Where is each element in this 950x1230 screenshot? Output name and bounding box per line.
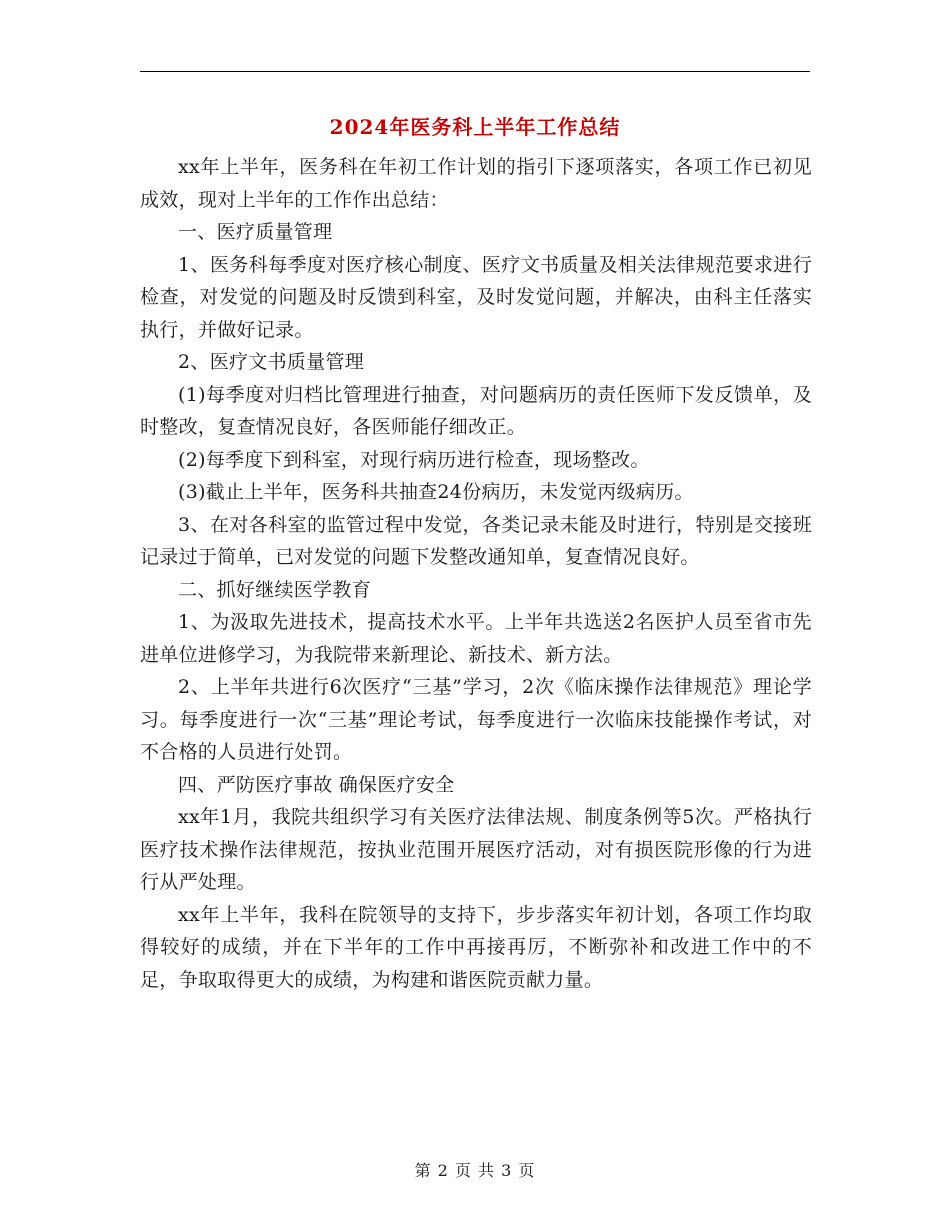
section-heading-quality: 一、医疗质量管理 xyxy=(178,221,333,243)
paragraph-safety: xx年1月，我院共组织学习有关医疗法律法规、制度条例等5次。严格执行医疗技术操作法律规范，按执业范围开展医疗活动，对有损医院形像的行为进行从严处理。 xyxy=(140,806,812,893)
document-body xyxy=(140,151,812,996)
paragraph-item-3: 3、在对各科室的监管过程中发觉，各类记录未能及时进行，特别是交接班记录过于简单，已对发觉的问题下发整改通知单，复查情况良好。 xyxy=(140,513,812,568)
page-number: 第 2 页 共 3 页 xyxy=(414,1161,536,1180)
paragraph-education-1: 1、为汲取先进技术，提高技术水平。上半年共选送2名医护人员至省市先进单位进修学习，为我院带来新理论、新技术、新方法。 xyxy=(140,611,812,666)
paragraph-item-1: 1、医务科每季度对医疗核心制度、医疗文书质量及相关法律规范要求进行检查，对发觉的问题及时反馈到科室，及时发觉问题，并解决，由科主任落实执行，并做好记录。 xyxy=(140,253,812,341)
paragraph-sub-item-3: (3)截止上半年，医务科共抽查24份病历，未发觉丙级病历。 xyxy=(178,481,694,503)
header-rule xyxy=(140,71,810,72)
paragraph-conclusion: xx年上半年，我科在院领导的支持下，步步落实年初计划，各项工作均取得较好的成绩，并在下半年的工作中再接再厉，不断弥补和改进工作中的不足，争取取得更大的成绩，为构建和谐医院贡献力量。 xyxy=(140,903,812,991)
section-heading-education: 二、抓好继续医学教育 xyxy=(178,578,372,601)
paragraph-education-2: 2、上半年共进行6次医疗“三基”学习，2次《临床操作法律规范》理论学习。每季度进行一次“三基”理论考试，每季度进行一次临床技能操作考试，对不合格的人员进行处罚。 xyxy=(140,676,812,763)
paragraph-sub-item-1: (1)每季度对归档比管理进行抽查，对问题病历的责任医师下发反馈单，及时整改，复查情况良好，各医师能仔细改正。 xyxy=(140,383,812,438)
paragraph-sub-item-2: (2)每季度下到科室，对现行病历进行检查，现场整改。 xyxy=(178,448,650,471)
section-heading-safety: 四、严防医疗事故 确保医疗安全 xyxy=(178,773,455,796)
paragraph-intro: xx年上半年，医务科在年初工作计划的指引下逐项落实，各项工作已初见成效，现对上半年的工作作出总结： xyxy=(140,156,812,211)
subsection-heading-documents: 2、医疗文书质量管理 xyxy=(178,351,365,373)
document-title: 2024年医务科上半年工作总结 xyxy=(329,115,621,139)
